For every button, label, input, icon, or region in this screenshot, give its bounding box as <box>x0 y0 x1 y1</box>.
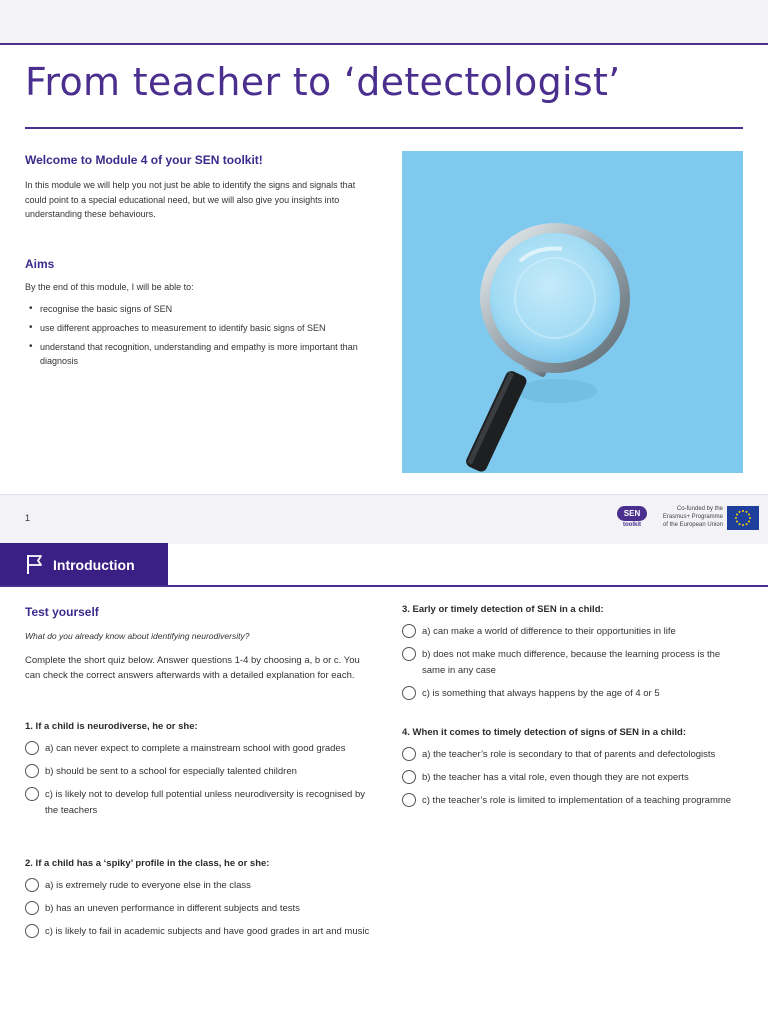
cofunded-line: Erasmus+ Programme <box>662 514 723 520</box>
aims-intro: By the end of this module, I will be able to: <box>25 282 194 292</box>
radio-button[interactable] <box>25 878 39 892</box>
section-label: Introduction <box>53 557 135 573</box>
cofunded-text <box>653 505 723 529</box>
radio-button[interactable] <box>402 624 416 638</box>
sen-toolkit-logo-subtitle: toolkit <box>623 522 641 528</box>
test-subheading: What do you already know about identifying neurodiversity? <box>25 631 250 641</box>
option-label: a) can never expect to complete a mainstream school with good grades <box>45 743 346 754</box>
answer-option[interactable] <box>25 787 370 819</box>
magnifying-glass-illustration <box>402 151 743 473</box>
radio-button[interactable] <box>25 741 39 755</box>
radio-button[interactable] <box>402 770 416 784</box>
aims-heading: Aims <box>25 257 55 271</box>
question-title: 2. If a child has a ‘spiky’ profile in the class, he or she: <box>25 858 270 869</box>
welcome-text: In this module we will help you not just be able to identify the signs and signals that could point to a special educational need, but we will also give you insights into understanding these behaviours. <box>25 180 356 219</box>
option-label: c) is likely not to develop full potential unless neurodiversity is recognised by the teachers <box>45 789 365 816</box>
option-label: c) is something that always happens by the age of 4 or 5 <box>422 688 660 699</box>
option-label: c) is likely to fail in academic subjects and have good grades in art and music <box>45 926 370 937</box>
answer-option[interactable] <box>25 901 370 917</box>
option-label: b) does not make much difference, because the learning process is the same in any case <box>422 649 721 676</box>
quiz-question-4 <box>402 727 742 816</box>
aims-list-item: • recognise the basic signs of SEN <box>25 302 365 316</box>
answer-option[interactable] <box>25 764 370 780</box>
question-title: 3. Early or timely detection of SEN in a child: <box>402 604 604 615</box>
option-label: a) is extremely rude to everyone else in the class <box>45 880 251 891</box>
answer-option[interactable] <box>402 624 742 640</box>
radio-button[interactable] <box>402 793 416 807</box>
answer-option[interactable] <box>402 770 742 786</box>
answer-option[interactable] <box>402 647 742 679</box>
answer-option[interactable] <box>25 741 370 757</box>
radio-button[interactable] <box>25 787 39 801</box>
radio-button[interactable] <box>402 747 416 761</box>
page-number: 1 <box>25 513 31 523</box>
section-divider <box>0 585 768 587</box>
option-label: a) the teacher’s role is secondary to that of parents and defectologists <box>422 749 716 760</box>
sen-toolkit-logo: SEN <box>617 506 647 521</box>
aims-list-item: • understand that recognition, understanding and empathy is more important than diagnosis <box>25 340 365 368</box>
test-instructions: Complete the short quiz below. Answer questions 1-4 by choosing a, b or c. You can check the correct answers afterwards with a detailed explanation for each. <box>25 655 360 681</box>
option-label: b) the teacher has a vital role, even though they are not experts <box>422 772 689 783</box>
answer-option[interactable] <box>25 924 370 940</box>
welcome-heading: Welcome to Module 4 of your SEN toolkit! <box>25 153 263 167</box>
cofunded-line: Co-funded by the <box>676 506 723 512</box>
quiz-question-1 <box>25 721 370 826</box>
radio-button[interactable] <box>25 764 39 778</box>
option-label: a) can make a world of difference to their opportunities in life <box>422 626 676 637</box>
quiz-question-2 <box>25 858 370 947</box>
top-band <box>0 0 768 45</box>
flag-icon <box>25 553 45 575</box>
question-title: 4. When it comes to timely detection of signs of SEN in a child: <box>402 727 686 738</box>
option-label: b) has an uneven performance in different subjects and tests <box>45 903 300 914</box>
answer-option[interactable] <box>402 747 742 763</box>
answer-option[interactable] <box>402 686 742 702</box>
radio-button[interactable] <box>402 647 416 661</box>
question-title: 1. If a child is neurodiverse, he or she: <box>25 721 198 732</box>
option-label: b) should be sent to a school for especially talented children <box>45 766 297 777</box>
test-heading: Test yourself <box>25 605 99 619</box>
option-label: c) the teacher’s role is limited to implementation of a teaching programme <box>422 795 732 806</box>
eu-stars-icon <box>727 506 759 530</box>
quiz-question-3 <box>402 604 742 709</box>
answer-option[interactable] <box>402 793 742 809</box>
radio-button[interactable] <box>402 686 416 700</box>
cofunded-line: of the European Union <box>662 522 723 528</box>
page-title: From teacher to ‘detectologist’ <box>25 60 621 104</box>
answer-option[interactable] <box>25 878 370 894</box>
section-header-introduction <box>0 543 168 586</box>
aims-list-item: • use different approaches to measurement to identify basic signs of SEN <box>25 321 365 335</box>
magnifying-glass-image <box>402 151 743 473</box>
title-divider <box>25 127 743 129</box>
eu-flag-icon <box>727 506 759 530</box>
radio-button[interactable] <box>25 924 39 938</box>
aims-list <box>25 302 365 373</box>
radio-button[interactable] <box>25 901 39 915</box>
